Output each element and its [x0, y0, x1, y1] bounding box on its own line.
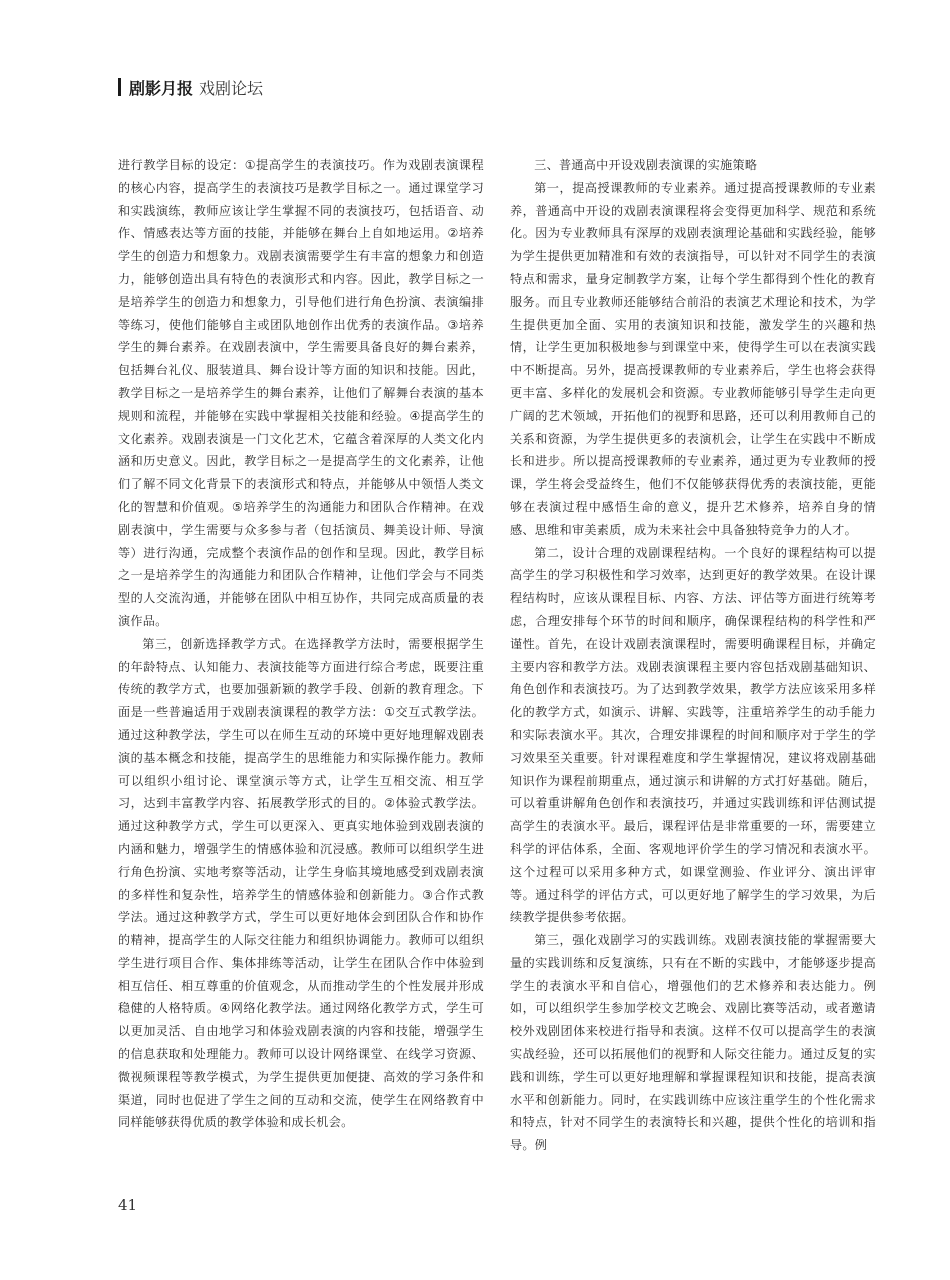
body-paragraph: 第一，提高授课教师的专业素养。通过提高授课教师的专业素养，普通高中开设的戏剧表演课程将会变得更加科学、规范和系统化。因为专业教师具有深厚的戏剧表演理论基础和实践经验，能够为学生提供更加精准和有效的表演指导，可以针对不同学生的表演特点和需求，量身定制教学方案，让每个学生都得到个性化的教育服务。而且专业教师还能够结合前沿的表演艺术理论和技术，为学生提供更加全面、实用的表演知识和技能，激发学生的兴趣和热情，让学生更加积极地参与到课堂中来，使得学生可以在表演实践中不断提高。另外，提高授课教师的专业素养后，学生也将会获得更丰富、多样化的发展机会和资源。专业教师能够引导学生走向更广阔的艺术领域，开拓他们的视野和思路，还可以利用教师自己的关系和资源，为学生提供更多的表演机会，让学生在实践中不断成长和进步。所以提高授课教师的专业素养，通过更为专业教师的授课，学生将会受益终生，他们不仅能够获得优秀的表演技能，更能够在表演过程中感悟生命的意义，提升艺术修养，培养自身的情感、思维和审美素质，成为未来社会中具备独特竞争力的人才。 [510, 180, 876, 537]
section-name: 戏剧论坛 [199, 78, 264, 98]
right-column [510, 154, 876, 1157]
body-paragraph: 进行教学目标的设定：①提高学生的表演技巧。作为戏剧表演课程的核心内容，提高学生的表演技巧是教学目标之一。通过课堂学习和实践演练，教师应该让学生掌握不同的表演技巧，包括语音、动作、情感表达等方面的技能，并能够在舞台上自如地运用。②培养学生的创造力和想象力。戏剧表演需要学生有丰富的想象力和创造力，能够创造出具有特色的表演形式和内容。因此，教学目标之一是培养学生的创造力和想象力，引导他们进行角色扮演、表演编排等练习，使他们能够自主或团队地创作出优秀的表演作品。③培养学生的舞台素养。在戏剧表演中，学生需要具备良好的舞台素养，包括舞台礼仪、服装道具、舞台设计等方面的知识和技能。因此，教学目标之一是培养学生的舞台素养，让他们了解舞台表演的基本规则和流程，并能够在实践中掌握相关技能和经验。④提高学生的文化素养。戏剧表演是一门文化艺术，它蕴含着深厚的人类文化内涵和历史意义。因此，教学目标之一是提高学生的文化素养，让他们了解不同文化背景下的表演形式和特点，并能够从中领悟人类文化的智慧和价值观。⑤培养学生的沟通能力和团队合作精神。在戏剧表演中，学生需要与众多参与者（包括演员、舞美设计师、导演等）进行沟通，完成整个表演作品的创作和呈现。因此，教学目标之一是培养学生的沟通能力和团队合作精神，让他们学会与不同类型的人交流沟通，并能够在团队中相互协作，共同完成高质量的表演作品。 [118, 158, 484, 628]
header-divider-bar [118, 78, 121, 96]
page-number: 41 [118, 1196, 138, 1214]
body-paragraph: 第二，设计合理的戏剧课程结构。一个良好的课程结构可以提高学生的学习积极性和学习效率，达到更好的教学效果。在设计课程结构时，应该从课程目标、内容、方法、评估等方面进行统筹考虑，合理安排每个环节的时间和顺序，确保课程结构的科学性和严谨性。首先，在设计戏剧表演课程时，需要明确课程目标，并确定主要内容和教学方法。戏剧表演课程主要内容包括戏剧基础知识、角色创作和表演技巧。为了达到教学效果，教学方法应该采用多样化的教学方式，如演示、讲解、实践等，注重培养学生的动手能力和实际表演水平。其次，合理安排课程的时间和顺序对于学生的学习效果至关重要。针对课程难度和学生掌握情况，建议将戏剧基础知识作为课程前期重点，通过演示和讲解的方式打好基础。随后，可以着重讲解角色创作和表演技巧，并通过实践训练和评估测试提高学生的表演水平。最后，课程评估是非常重要的一环，需要建立科学的评估体系，全面、客观地评价学生的学习情况和表演水平。这个过程可以采用多种方式，如课堂测验、作业评分、演出评审等。通过科学的评估方式，可以更好地了解学生的学习效果，为后续教学提供参考依据。 [510, 545, 876, 925]
body-paragraph: 第三，强化戏剧学习的实践训练。戏剧表演技能的掌握需要大量的实践训练和反复演练，只有在不断的实践中，才能够逐步提高学生的表演水平和自信心，增强他们的艺术修养和表达能力。例如，可以组织学生参加学校文艺晚会、戏剧比赛等活动，或者邀请校外戏剧团体来校进行指导和表演。这样不仅可以提高学生的表演实战经验，还可以拓展他们的视野和人际交往能力。通过反复的实践和训练，学生可以更好地理解和掌握课程知识和技能，提高表演水平和创新能力。同时，在实践训练中应该注重学生的个性化需求和特点，针对不同学生的表演特长和兴趣，提供个性化的培训和指导。例 [510, 933, 876, 1153]
left-column [118, 154, 484, 1134]
section-heading: 三、普通高中开设戏剧表演课的实施策略 [534, 158, 758, 172]
body-paragraph: 第三，创新选择教学方式。在选择教学方法时，需要根据学生的年龄特点、认知能力、表演技能等方面进行综合考虑，既要注重传统的教学方式，也要加强新颖的教学手段、创新的教育理念。下面是一些普遍适用于戏剧表演课程的教学方法：①交互式教学法。通过这种教学法，学生可以在师生互动的环境中更好地理解戏剧表演的基本概念和技能，提高学生的思维能力和实际操作能力。教师可以组织小组讨论、课堂演示等方式，让学生互相交流、相互学习，达到丰富教学内容、拓展教学形式的目的。②体验式教学法。通过这种教学方式，学生可以更深入、更真实地体验到戏剧表演的内涵和魅力，增强学生的情感体验和沉浸感。教师可以组织学生进行角色扮演、实地考察等活动，让学生身临其境地感受到戏剧表演的多样性和复杂性，培养学生的情感体验和创新能力。③合作式教学法。通过这种教学方式，学生可以更好地体会到团队合作和协作的精神，提高学生的人际交往能力和组织协调能力。教师可以组织学生进行项目合作、集体排练等活动，让学生在团队合作中体验到相互信任、相互尊重的价值观念，从而推动学生的个性发展并形成稳健的人格特质。④网络化教学法。通过网络化教学方式，学生可以更加灵活、自由地学习和体验戏剧表演的内容和技能，增强学生的信息获取和处理能力。教师可以设计网络课堂、在线学习资源、微视频课程等教学模式，为学生提供更加便捷、高效的学习条件和渠道，同时也促进了学生之间的互动和交流，使学生在网络教育中同样能够获得优质的教学体验和成长机会。 [118, 636, 484, 1130]
running-header [118, 74, 263, 100]
journal-name: 剧影月报 [129, 78, 194, 98]
